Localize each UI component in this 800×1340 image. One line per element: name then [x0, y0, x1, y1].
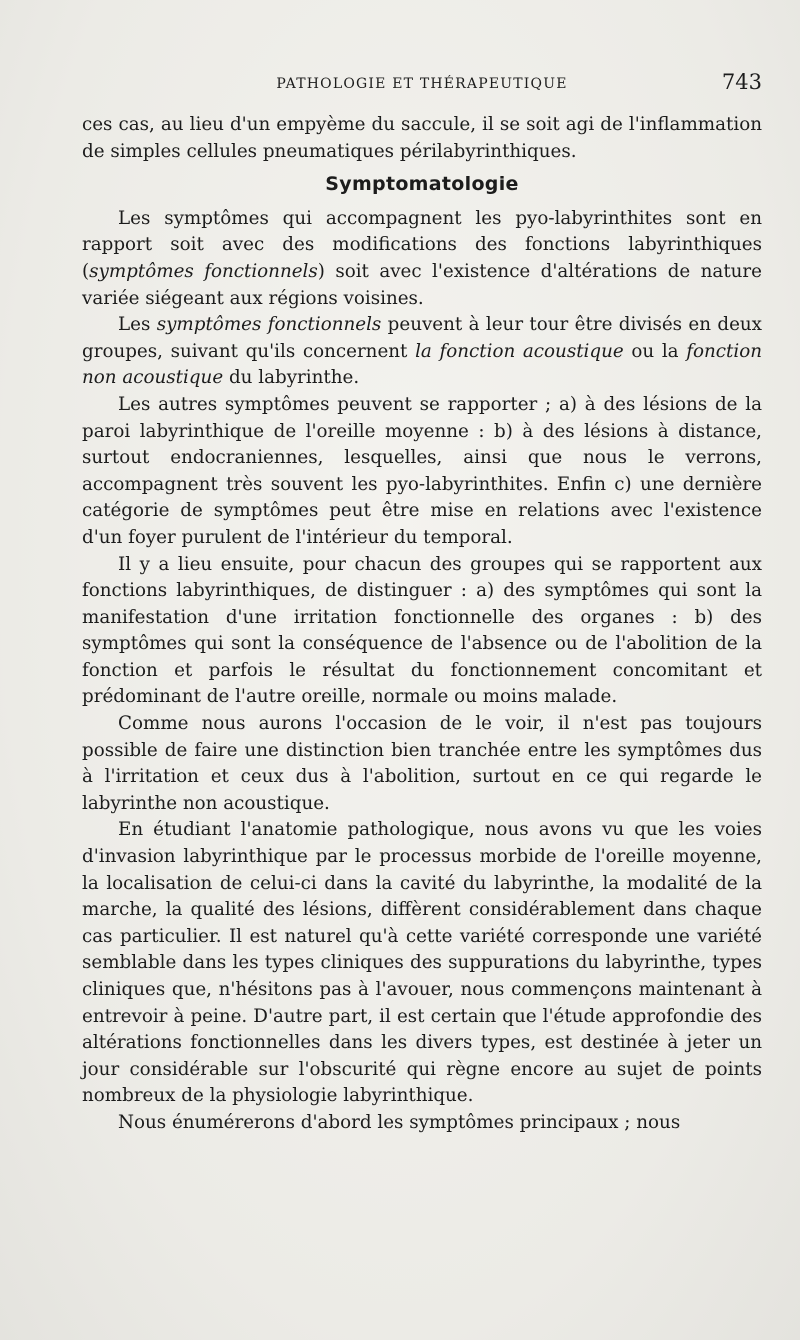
running-head [82, 70, 762, 100]
running-title: PATHOLOGIE ET THÉRAPEUTIQUE [276, 76, 568, 92]
paragraph-4: Il y a lieu ensuite, pour chacun des groupes qui se rapportent aux fonctions labyrinthiques, de distinguer : a) des symptômes qui sont la manifestation d'une irritation fonctionnelle des organes : b) des symptômes qui sont la conséquence de l'absence ou de l'abolition de la fonction et parfois le résultat du fonctionnement concomitant et prédominant de l'autre oreille, normale ou moins malade. [82, 553, 762, 708]
italic-term: la fonction acoustique [415, 340, 624, 362]
text-run: Les [118, 314, 157, 336]
text-run: ) soit avec l'existence d'altérations de nature variée siégeant aux régions voisines. [82, 260, 762, 309]
body-text [82, 112, 762, 1137]
text-run: ou la [623, 340, 687, 362]
text-run: Les symptômes qui accompagnent les pyo-labyrinthites sont en rapport soit avec des modifications des fonctions labyrinthiques ( [82, 207, 762, 282]
paragraph-1 [82, 206, 762, 312]
page-number: 743 [721, 70, 762, 94]
italic-term: fonction non acoustique [82, 340, 762, 389]
paragraph-3: Les autres symptômes peuvent se rapporter ; a) à des lésions de la paroi labyrinthique de l'oreille moyenne : b) à des lésions à distance, surtout endocraniennes, lesquelles, ainsi que nous le verrons, accompagnent très souvent les pyo-labyrinthites. Enfin c) une dernière catégorie de symptômes peut être mise en relations avec l'existence d'un foyer purulent de l'intérieur du temporal. [82, 393, 762, 548]
paragraph-6: En étudiant l'anatomie pathologique, nous avons vu que les voies d'invasion labyrinthique par le processus morbide de l'oreille moyenne, la localisation de celui-ci dans la cavité du labyrinthe, la modalité de la marche, la qualité des lésions, diffèrent considérablement dans chaque cas particulier. Il est naturel qu'à cette variété corresponde une variété semblable dans les types cliniques des suppurations du labyrinthe, types cliniques que, n'hésitons pas à l'avouer, nous commençons maintenant à entrevoir à peine. D'autre part, il est certain que l'étude approfondie des altérations fonctionnelles dans les divers types, est destinée à jeter un jour considérable sur l'obscurité qui règne encore au sujet de points nombreux de la physiologie labyrinthique. [82, 819, 762, 1107]
text-run: du labyrinthe. [223, 367, 360, 389]
italic-term: symptômes fonctionnels [156, 314, 382, 336]
italic-term: symptômes fonctionnels [89, 260, 318, 282]
paragraph-7: Nous énumérerons d'abord les symptômes principaux ; nous [118, 1111, 681, 1133]
paragraph-continuation: ces cas, au lieu d'un empyème du saccule, il se soit agi de l'inflammation de simples cellules pneumatiques périlabyrinthiques. [82, 114, 762, 162]
section-heading: Symptomatologie [325, 173, 519, 196]
text-run: peuvent à leur tour être divisés en deux groupes, suivant qu'ils concernent [82, 314, 762, 362]
paragraph-2 [82, 312, 762, 392]
paragraph-5: Comme nous aurons l'occasion de le voir, il n'est pas toujours possible de faire une distinction bien tranchée entre les symptômes dus à l'irritation et ceux dus à l'abolition, surtout en ce qui regarde le labyrinthe non acoustique. [82, 713, 762, 814]
